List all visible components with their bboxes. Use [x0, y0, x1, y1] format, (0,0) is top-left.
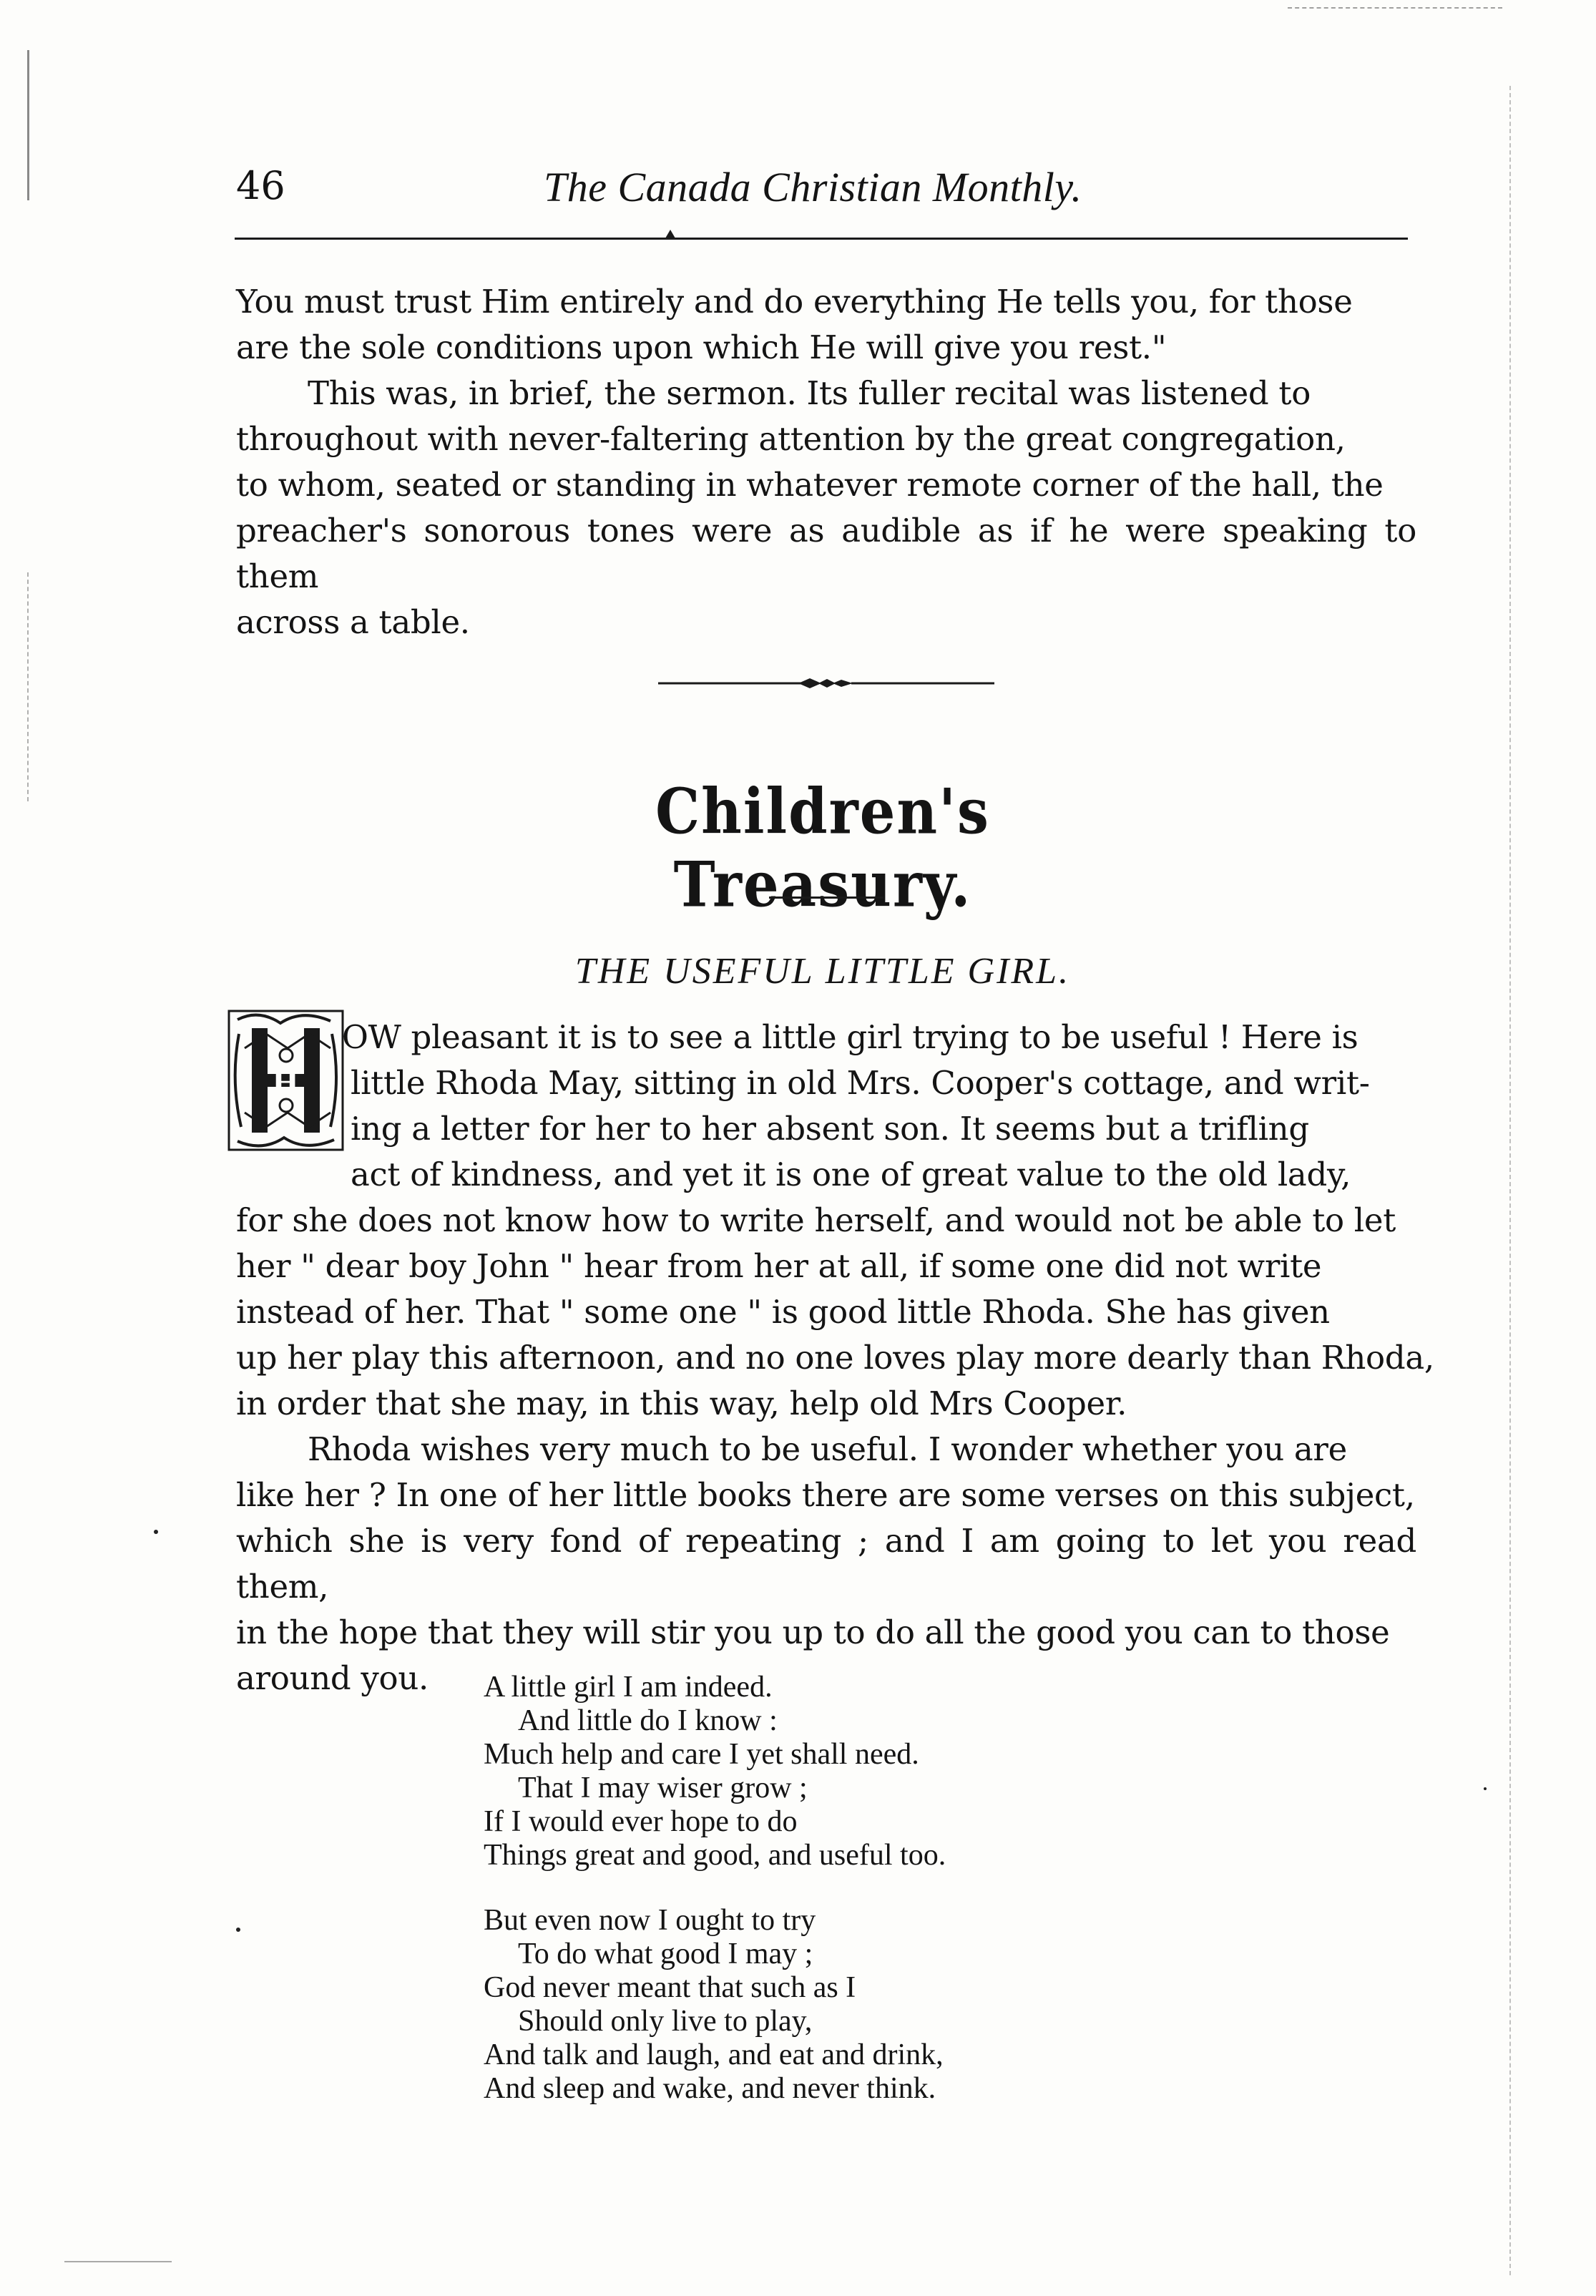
text-line: her " dear boy John " hear from her at all, if some one did not write	[236, 1247, 1322, 1285]
poem-stanza-1	[484, 1671, 1127, 1872]
article-paragraph-1	[236, 1015, 1434, 1427]
poem-line: God never meant that such as I	[484, 1971, 856, 2004]
text-line: in order that she may, in this way, help old Mrs Cooper.	[236, 1384, 1127, 1422]
text-line: You must trust Him entirely and do everything He tells you, for those	[236, 283, 1353, 321]
text-line: to whom, seated or standing in whatever remote corner of the hall, the	[236, 466, 1384, 504]
scan-edge-mark	[27, 572, 30, 801]
drop-cap-letter: H	[272, 1067, 299, 1100]
print-speck	[1484, 1787, 1487, 1790]
header-rule-mark	[665, 230, 675, 238]
poem-line: Should only live to play,	[518, 2005, 813, 2038]
text-line: up her play this afternoon, and no one loves play more dearly than Rhoda,	[236, 1339, 1434, 1377]
poem-line: Much help and care I yet shall need.	[484, 1738, 919, 1771]
text-line: little Rhoda May, sitting in old Mrs. Cooper's cottage, and writ-	[351, 1064, 1370, 1102]
poem-line: To do what good I may ;	[518, 1938, 813, 1970]
poem-line: A little girl I am indeed.	[484, 1671, 773, 1704]
poem-line: Things great and good, and useful too.	[484, 1839, 946, 1872]
scan-edge-mark	[1509, 86, 1511, 2275]
poem-line: That I may wiser grow ;	[518, 1772, 808, 1804]
header-rule	[235, 238, 1408, 240]
text-line: are the sole conditions upon which He will give you rest."	[236, 328, 1167, 366]
text-line: in the hope that they will stir you up to do all the good you can to those	[236, 1613, 1390, 1651]
scan-edge-mark	[27, 50, 29, 200]
text-line: throughout with never-faltering attention by the great congregation,	[236, 420, 1346, 458]
text-line: Rhoda wishes very much to be useful. I wonder whether you are	[308, 1430, 1347, 1468]
page-header	[236, 163, 1424, 220]
poem-line: And sleep and wake, and never think.	[484, 2072, 936, 2105]
article-paragraph-2	[236, 1427, 1416, 1701]
article-title: THE USEFUL LITTLE GIRL.	[574, 951, 1071, 992]
text-line: around you.	[236, 1659, 429, 1697]
scan-edge-mark	[64, 2261, 172, 2262]
text-line: which she is very fond of repeating ; and I am going to let you read them,	[236, 1522, 1416, 1606]
section-rule	[769, 897, 883, 899]
text-line: instead of her. That " some one " is good little Rhoda. She has given	[236, 1293, 1330, 1331]
poem-line: But even now I ought to try	[484, 1904, 816, 1937]
text-line: ing a letter for her to her absent son. It seems but a trifling	[351, 1110, 1309, 1148]
page-number: 46	[236, 163, 285, 208]
text-line: for she does not know how to write herself, and would not be able to let	[236, 1201, 1396, 1239]
text-line: preacher's sonorous tones were as audible as if he were speaking to them	[236, 512, 1416, 595]
section-heading: Children's Treasury.	[655, 776, 990, 922]
running-title: The Canada Christian Monthly.	[544, 164, 1082, 210]
text-line: This was, in brief, the sermon. Its fuller recital was listened to	[308, 374, 1311, 412]
sermon-conclusion	[236, 279, 1416, 645]
text-line: like her ? In one of her little books there are some verses on this subject,	[236, 1476, 1415, 1514]
text-line: act of kindness, and yet it is one of great value to the old lady,	[351, 1156, 1351, 1193]
text-line: OW pleasant it is to see a little girl trying to be useful ! Here is	[342, 1018, 1358, 1056]
poem-line: If I would ever hope to do	[484, 1805, 798, 1838]
ornament-divider	[658, 673, 994, 694]
poem-stanza-2	[484, 1904, 1127, 2106]
poem-line: And talk and laugh, and eat and drink,	[484, 2038, 944, 2071]
scan-edge-mark	[1288, 7, 1502, 9]
print-speck	[154, 1530, 158, 1534]
text-line: across a table.	[236, 603, 470, 641]
print-speck	[236, 1928, 240, 1932]
poem-line: And little do I know :	[518, 1704, 778, 1737]
